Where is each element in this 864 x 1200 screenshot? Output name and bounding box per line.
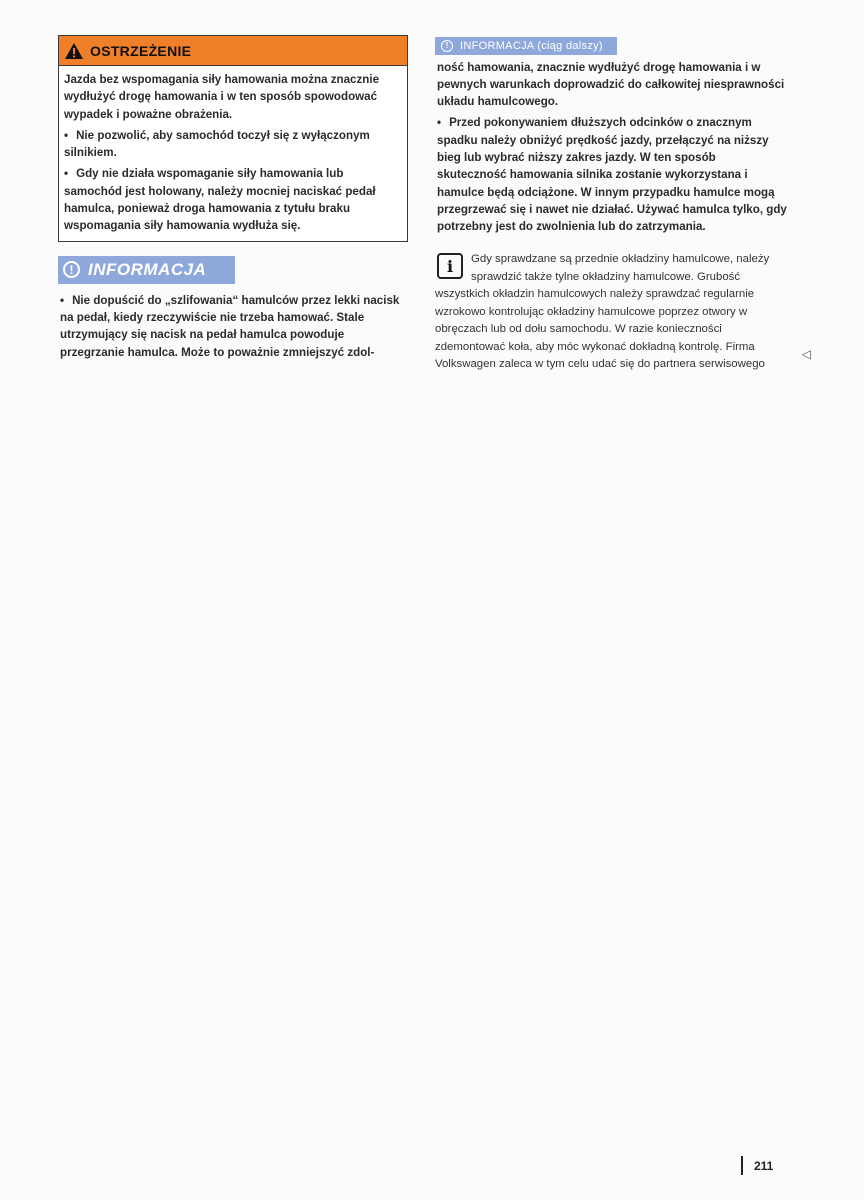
warning-bullet-2-text: Gdy nie działa wspomaganie siły hamowania lub samochód jest holowany, należy mocniej naciskać pedał hamulca, ponieważ droga hamowania z tytułu braku wspomagania siły hamowania wydłuża się. [64,167,376,233]
warning-bullet-2 [64,165,399,234]
warning-triangle-icon [64,42,84,60]
note-block [435,251,811,374]
page-number-text: 211 [754,1158,774,1173]
left-column [58,35,408,361]
info-continued-bullet-1-text: Przed pokonywaniem dłuższych odcinków o znacznym spadku należy obniżyć prędkość jazdy, przełączyć na niższy bieg lub wybrać niższy zakres jazdy. W ten sposób skuteczność hamowania silnika zostanie wykorzystana i hamulce będą odciążone. W innym przypadku hamulce mogą przegrzewać się i nawet nie działać. Używać hamulca tylko, gdy potrzebny jest do zwolnienia lub do zatrzymania. [437,116,787,234]
warning-body [59,66,407,241]
info-body [58,284,408,361]
bullet-icon: • [64,167,69,181]
right-column [435,35,811,374]
info-bullet-1-text: Nie dopuścić do „szlifowania“ hamulców przez lekki nacisk na pedał, kiedy rzeczywiście nie trzeba hamować. Stale utrzymujący się nacisk na pedał hamulca powoduje przegrzanie hamulca. Może to poważnie zmniejszyć zdol- [60,293,400,359]
bullet-icon: • [60,293,65,307]
end-of-section-marker-icon: ◁ [801,347,811,362]
exclamation-circle-icon: ! [441,40,453,52]
info-title: INFORMACJA [88,259,207,279]
info-bullet-1 [60,292,404,361]
info-continued-title: INFORMACJA (ciąg dalszy) [460,39,603,52]
info-continued-paragraph: ność hamowania, znacznie wydłużyć drogę hamowania i w pewnych warunkach doprowadzić do całkowitej niesprawności układu hamulcowego. [437,60,785,109]
info-continued-header [435,37,617,55]
info-header [58,256,235,284]
warning-header [59,36,407,66]
bullet-icon: • [437,116,442,130]
page-number-bar [741,1156,743,1175]
exclamation-circle-icon: ! [63,261,80,278]
info-continued-bullet-1 [437,114,787,235]
warning-title: OSTRZEŻENIE [90,42,192,59]
warning-bullet-1-text: Nie pozwolić, aby samochód toczył się z wyłączonym silnikiem. [64,128,370,160]
page-number [741,1156,773,1175]
warning-box [58,35,408,242]
info-i-icon: i [437,253,463,279]
warning-bullet-1 [64,127,399,162]
note-text: Gdy sprawdzane są przednie okładziny hamulcowe, należy sprawdzić także tylne okładziny hamulcowe. Grubość wszystkich okładzin hamulcowych należy sprawdzać regularnie wzrokowo kontrolując okładziny hamulcowe poprzez otwory w obręczach lub od dołu samochodu. W razie konieczności zdemontować koła, aby móc wykonać dokładną kontrolę. Firma Volkswagen zaleca w tym celu udać się do partnera serwisowego [435,253,770,371]
info-continued-body [435,55,787,236]
warning-paragraph: Jazda bez wspomagania siły hamowania można znacznie wydłużyć drogę hamowania i w ten sposób spowodować wypadek i poważne obrażenia. [64,73,380,121]
bullet-icon: • [64,128,69,142]
